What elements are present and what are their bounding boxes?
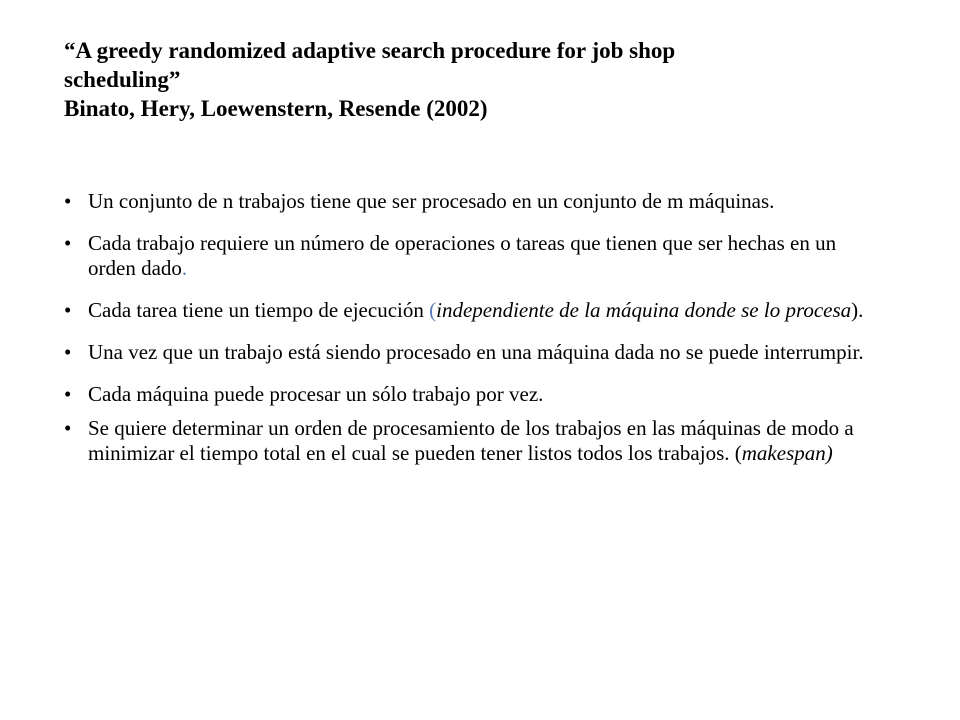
bullet-text: Un conjunto de n trabajos tiene que ser procesado en un conjunto de m máquinas. — [88, 189, 775, 213]
bullet-item — [64, 382, 884, 407]
bullet-italic-text: makespan — [741, 441, 826, 465]
bullet-icon: • — [64, 416, 72, 440]
bullet-accent-paren: ( — [429, 298, 437, 322]
bullet-icon: • — [64, 340, 72, 364]
bullet-item — [64, 340, 884, 365]
bullet-text: Cada máquina puede procesar un sólo trabajo por vez. — [88, 382, 544, 406]
slide-title — [64, 36, 924, 123]
bullet-paren-close: ) — [825, 441, 833, 465]
bullet-italic-text: independiente de la máquina donde se lo procesa — [436, 298, 852, 322]
bullet-paren-open: ( — [734, 441, 742, 465]
title-line: “A greedy randomized adaptive search procedure for job shop — [64, 38, 676, 63]
bullet-list — [64, 189, 884, 483]
bullet-icon: • — [64, 298, 72, 322]
bullet-item — [64, 231, 884, 281]
title-line: scheduling” — [64, 67, 181, 92]
bullet-accent-period: . — [181, 256, 188, 280]
bullet-tail: ). — [851, 298, 864, 322]
bullet-text: Cada tarea tiene un tiempo de ejecución — [88, 298, 430, 322]
bullet-item — [64, 189, 884, 214]
bullet-icon: • — [64, 231, 72, 255]
bullet-item — [64, 416, 884, 466]
bullet-text: Una vez que un trabajo está siendo procesado en una máquina dada no se puede interrumpir. — [88, 340, 864, 364]
bullet-icon: • — [64, 382, 72, 406]
title-authors-line: Binato, Hery, Loewenstern, Resende (2002) — [64, 96, 488, 121]
bullet-text: Se quiere determinar un orden de procesamiento de los trabajos en las máquinas de modo a minimizar el tiempo total en el cual se pueden tener listos todos los trabajos. — [88, 416, 854, 465]
bullet-text: Cada trabajo requiere un número de operaciones o tareas que tienen que ser hechas en un orden dado — [88, 231, 837, 280]
bullet-icon: • — [64, 189, 72, 213]
bullet-item — [64, 298, 884, 323]
